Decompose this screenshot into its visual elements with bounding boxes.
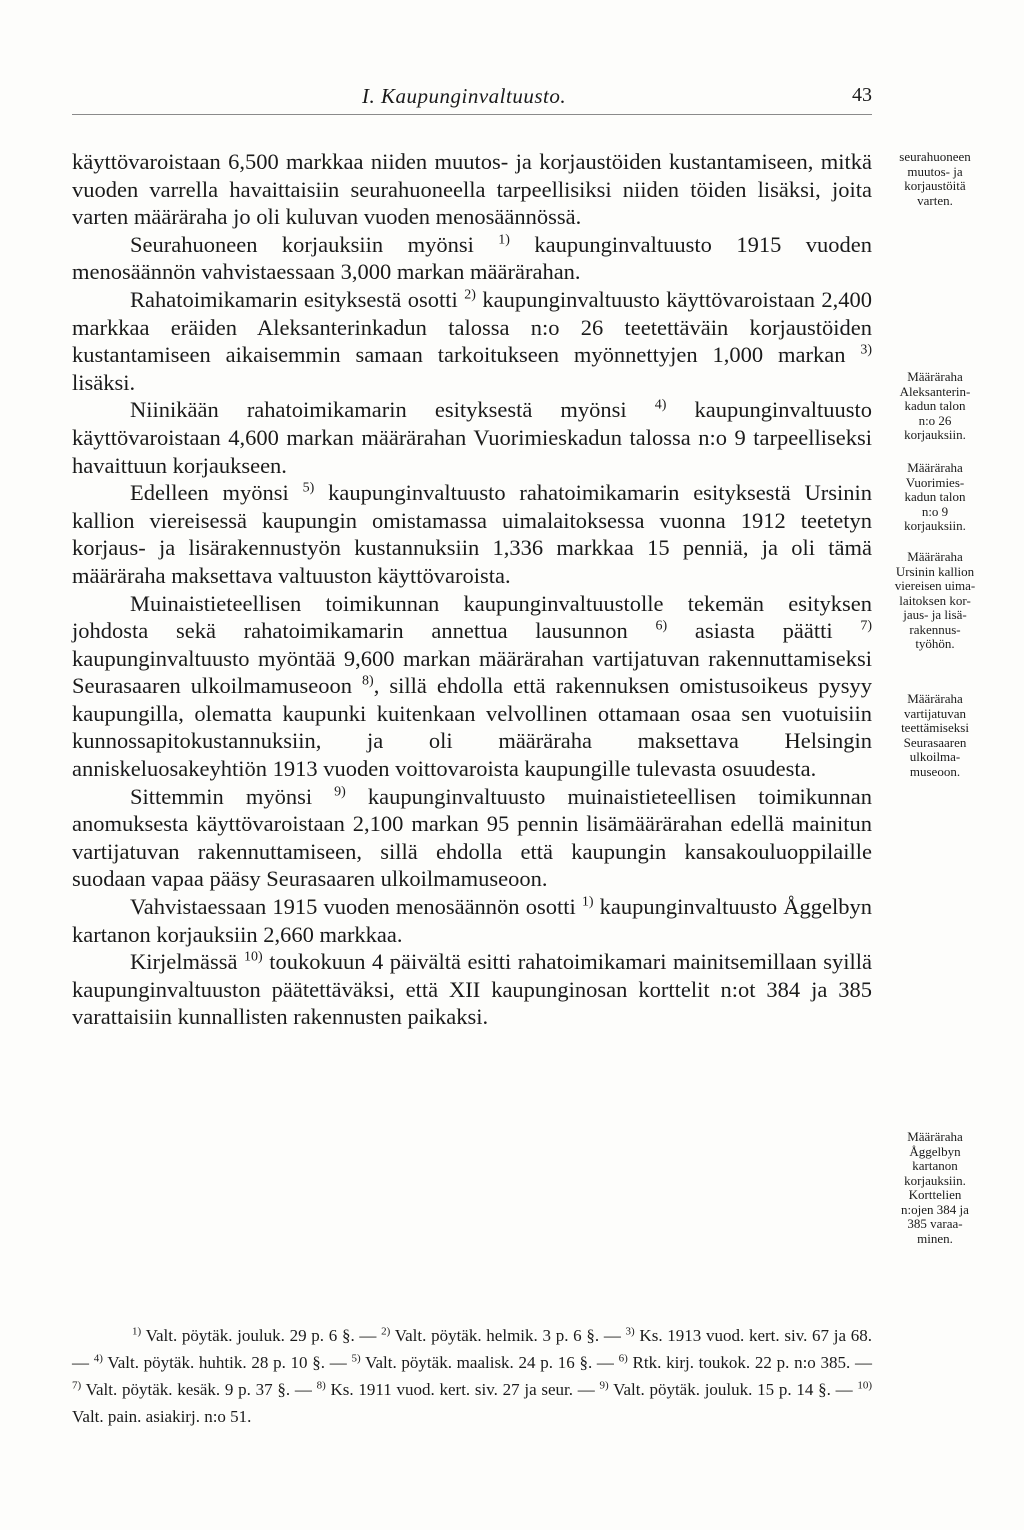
text-run: Edelleen myönsi xyxy=(130,480,303,506)
margin-note-line: n:ojen 384 ja xyxy=(901,1201,969,1217)
text-run: kaupunginvaltuusto 1915 vuoden menosäännön vahvistaessaan 3,000 markan määrärahan. xyxy=(72,231,872,285)
footnote-mark: 8) xyxy=(316,1379,326,1392)
text-run: Seurahuoneen korjauksiin myönsi xyxy=(130,231,499,257)
margin-note xyxy=(882,1188,988,1246)
margin-note-line: Määräraha xyxy=(907,549,963,564)
margin-note-line: Määräraha xyxy=(907,1129,963,1144)
margin-note-line: korjauksiin. xyxy=(904,1172,966,1188)
margin-note xyxy=(882,370,988,443)
footnote-mark: 2) xyxy=(381,1325,391,1338)
margin-note-line: kartanon xyxy=(912,1158,958,1173)
text-run: kaupunginvaltuusto rahatoimikamarin esityksestä Ursinin kallion viereisessä kaupungin omistamassa uimalaitoksessa vuonna 1912 teetetyn korjaus- ja lisärakennustyön kustannuksiin 1,336 markkaa 15 penniä, ja oli tämä määräraha maksettava valtuuston käyttövaroista. xyxy=(72,480,873,588)
margin-note-line: n:o 9 xyxy=(921,503,949,519)
footnote-mark: 9) xyxy=(599,1379,609,1392)
text-run: lisäksi. xyxy=(72,369,136,395)
text-run: käyttövaroistaan 6,500 markkaa niiden muutos- ja korjaustöiden kustantamiseen, mitkä vuoden varrella havaittaisiin seurahuoneella tarpeellisiksi niiden töiden lisäksi, joita varten määräraha jo oli kuluvan vuoden menosäännössä. xyxy=(72,149,872,230)
margin-note xyxy=(882,1130,988,1188)
paragraph xyxy=(72,783,872,893)
text-run: toukokuun 4 päivältä esitti rahatoimikamari mainitsemillaan syillä kaupunginvaltuuston päätettäväksi, että XII kaupunginosan korttelit n:ot 384 ja 385 varattaisiin kunnallisten rakennusten paikaksi. xyxy=(72,949,872,1030)
footnotes xyxy=(72,1322,872,1430)
margin-note-line: Åggelbyn xyxy=(909,1143,961,1159)
text-run: kaupunginvaltuusto muinaistieteellisen toimikunnan anomuksesta käyttövaroistaan 2,100 markan 95 pennin lisämäärärahan edellä mainitun vartijatuvan rakennuttamiseen, sillä ehdolla että kaupungin kansakouluoppilaille suodaan vapaa pääsy Seurasaaren ulkoilmamuseoon. xyxy=(72,783,872,892)
margin-note-line: korjauksiin. xyxy=(904,518,966,533)
text-run: Rahatoimikamarin esityksestä osotti xyxy=(130,286,465,312)
margin-note-line: korjauksiin. xyxy=(904,427,966,442)
margin-note-line: rakennus- xyxy=(909,621,961,637)
text-run: Vahvistaessaan 1915 vuoden menosäännön osotti xyxy=(130,894,582,920)
footnote-mark: 6) xyxy=(618,1352,628,1365)
body-text xyxy=(72,148,872,1031)
text-run: Valt. pöytäk. jouluk. 15 p. 14 §. — xyxy=(608,1380,858,1399)
text-run: Muinaistieteellisen toimikunnan kaupunginvaltuustolle tekemän esityksen johdosta sekä rahatoimikamarin annettua lausunnon xyxy=(72,590,872,644)
footnote-mark: 2) xyxy=(464,287,476,303)
text-run: kaupunginvaltuusto Åggelbyn kartanon korjauksiin 2,660 markkaa. xyxy=(72,894,872,947)
footnote-mark: 4) xyxy=(93,1352,103,1365)
text-run: Valt. pöytäk. maalisk. 24 p. 16 §. — xyxy=(360,1353,619,1372)
margin-note-line: Vuorimies- xyxy=(905,474,965,490)
margin-note-line: jaus- ja lisä- xyxy=(903,607,967,622)
paragraph xyxy=(72,479,872,589)
paragraph xyxy=(72,396,872,479)
footnote-mark: 10) xyxy=(857,1379,872,1392)
footnote-mark: 9) xyxy=(334,784,346,800)
footnote-mark: 8) xyxy=(362,673,374,689)
footnote-mark: 3) xyxy=(860,342,872,358)
footnote-mark: 3) xyxy=(625,1325,635,1338)
footnote-mark: 7) xyxy=(860,618,872,634)
paragraph xyxy=(72,948,872,1031)
paragraph xyxy=(72,590,872,783)
page-number: 43 xyxy=(852,84,872,106)
margin-note-line: varten. xyxy=(917,192,953,208)
footnote-mark: 5) xyxy=(302,480,315,496)
margin-note-line: kadun talon xyxy=(904,489,966,504)
margin-note-line: viereisen uima- xyxy=(894,578,976,593)
margin-note-line: minen. xyxy=(917,1230,953,1246)
margin-note-line: työhön. xyxy=(915,636,955,651)
margin-note xyxy=(882,461,988,534)
margin-note-line: seurahuoneen xyxy=(899,149,971,164)
text-run: kaupunginvaltuusto käyttövaroistaan 2,400 markkaa eräiden Aleksanterinkadun talossa n:o 26 teetettäväin korjaustöiden kustantamiseen aikaisemmin samaan tarkoitukseen myönnettyjen 1,000 markan xyxy=(72,286,872,368)
footnote-mark: 10) xyxy=(244,949,263,965)
margin-note xyxy=(882,150,988,208)
text-run: Rtk. kirj. toukok. 22 p. n:o 385. — xyxy=(627,1353,872,1372)
footnote-mark: 6) xyxy=(655,618,668,634)
text-run: asiasta päätti xyxy=(667,618,861,644)
header-rule xyxy=(72,114,872,115)
margin-note-line: Korttelien xyxy=(908,1187,962,1202)
footnote-mark: 1) xyxy=(581,894,594,910)
margin-note-line: Ursinin kallion xyxy=(895,563,975,579)
margin-note-line: laitoksen kor- xyxy=(899,592,971,608)
margin-note-line: kadun talon xyxy=(904,398,966,413)
paragraph xyxy=(72,231,872,286)
margin-note-line: Määräraha xyxy=(907,369,963,384)
footnote-text xyxy=(72,1322,872,1430)
text-run: Ks. 1913 vuod. kert. siv. 67 ja 68. — xyxy=(72,1326,873,1372)
footnote-mark: 7) xyxy=(72,1379,82,1392)
text-run: Valt. pöytäk. kesäk. 9 p. 37 §. — xyxy=(81,1380,317,1399)
margin-note-line: Määräraha xyxy=(907,691,963,706)
footnote-mark: 1) xyxy=(132,1325,142,1338)
text-run: Valt. pain. asiakirj. n:o 51. xyxy=(72,1407,252,1426)
margin-note xyxy=(882,550,988,652)
footnote-mark: 4) xyxy=(654,397,667,413)
margin-note-line: teettämiseksi xyxy=(901,720,969,735)
margin-note-line: Seurasaaren xyxy=(903,734,967,750)
text-run: kaupunginvaltuusto myöntää 9,600 markan määrärahan vartijatuvan rakennuttamiseksi Seurasaaren ulkoilmamuseoon xyxy=(72,645,872,699)
margin-note xyxy=(882,692,988,779)
text-run: Niinikään rahatoimikamarin esityksestä myönsi xyxy=(130,397,655,423)
margin-note-line: museoon. xyxy=(909,763,961,779)
margin-note-line: 385 varaa- xyxy=(907,1216,963,1231)
running-title: I. Kaupunginvaltuusto. xyxy=(362,84,567,108)
text-run: Valt. pöytäk. jouluk. 29 p. 6 §. — xyxy=(141,1326,382,1345)
text-run: Kirjelmässä xyxy=(130,949,244,975)
margin-note-line: Aleksanterin- xyxy=(899,383,971,399)
margin-note-line: ulkoilma- xyxy=(909,749,961,764)
text-run: Valt. pöytäk. huhtik. 28 p. 10 §. — xyxy=(102,1353,352,1372)
text-run: kaupunginvaltuusto käyttövaroistaan 4,600 markan määrärahan Vuorimieskadun talossa n:o 9 tarpeelliseksi havaittuun korjaukseen. xyxy=(72,397,873,478)
text-run: , sillä ehdolla että rakennuksen omistusoikeus pysyy kaupungilla, olematta kaupunki kuitenkaan velvollinen ottamaan osaa sen vuotuisiin kunnossapitokustannuksiin, ja oli määräraha maksettava Helsingin anniskeluosakeyhtiön 1913 vuoden voittovaroista kaupungille tulevasta osuudesta. xyxy=(72,673,872,782)
paragraph xyxy=(72,148,872,231)
paragraph xyxy=(72,893,872,948)
text-run: Valt. pöytäk. helmik. 3 p. 6 §. — xyxy=(390,1326,626,1345)
margin-note-line: Määräraha xyxy=(907,460,963,475)
margin-note-line: vartijatuvan xyxy=(903,705,967,721)
footnote-mark: 5) xyxy=(351,1352,361,1365)
paragraph xyxy=(72,286,872,396)
margin-note-line: n:o 26 xyxy=(918,412,952,428)
footnote-mark: 1) xyxy=(498,232,510,248)
margin-note-line: korjaustöitä xyxy=(904,178,966,193)
margin-note-line: muutos- ja xyxy=(907,163,963,179)
text-run: Ks. 1911 vuod. kert. siv. 27 ja seur. — xyxy=(325,1380,600,1399)
text-run: Sittemmin myönsi xyxy=(130,783,335,809)
page-header xyxy=(72,84,872,114)
